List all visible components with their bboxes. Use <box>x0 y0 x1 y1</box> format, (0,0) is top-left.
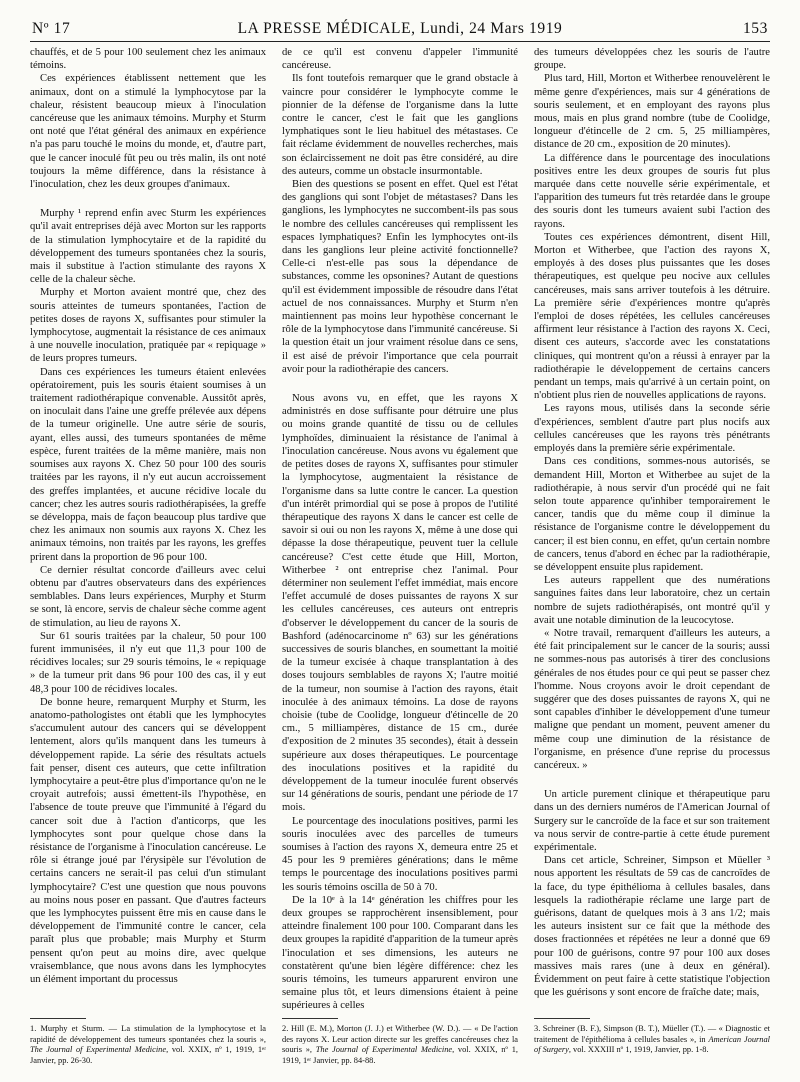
paragraph: De bonne heure, remarquent Murphy et Sturm, les anatomo-pathologistes ont établi que les lymphocytes s'accumulent autour des cancers qui se développent lentement, alors qu'ils manquent dans les tumeurs à développement rapide. La série des résultats actuels fait penser, disent ces auteurs, que cette infiltration lymphocytaire a peut-être plus d'importance qu'on ne le croyait autrefois; aussi émettent-ils l'hypothèse, en l'absence de toute preuve que l'immunité à l'égard du cancer soit due à l'action d'anticorps, que les lymphocytes sont pour quelque chose dans la résistance de l'organisme à l'inoculation cancéreuse. Le rôle si étrange joué par l'érysipèle sur l'évolution de certains cancers ne serait-il pas celui d'un stimulant lymphocytaire? C'est une question que nous pouvons au moins nous poser en passant. Que d'autres facteurs que les lymphocytes puissent être mis en cause dans le développement de l'immunité contre le cancer, cela paraît plus que probable; mais Murphy et Sturm pensent qu'on peut au moins dire, avec quelque vraisemblance, que nous avons dans les lymphocytes un élément important du processus <box>30 696 266 986</box>
footnote-journal: American Journal of Surgery <box>534 1034 770 1055</box>
footnote-authors: 1. Murphy et Sturm. <box>30 1024 105 1033</box>
paragraph: Toutes ces expériences démontrent, disent Hill, Morton et Witherbee, que l'action des rayons X, employés à des doses plus puissantes que les doses thérapeutiques, est quelque peu nocive aux cellules cancéreuses, mais sans arriver toutefois à les détruire. La première série d'expériences montre qu'après l'emploi de doses répétées, les cellules cancéreuses affirment leur résistance à l'action des rayons X. Ceci, disent ces auteurs, s'accorde avec les constatations cliniques, qui montrent qu'on a réussi à enrayer par la radiothérapie le développement de certains cancers pendant un temps, mais qu'arrivé à un certain point, on n'obtient plus rien de nouvelles applications de rayons. <box>534 231 770 402</box>
footnote-authors: 3. Schreiner (B. F.), Simpson (B. T.), Müeller (T.). <box>534 1024 706 1033</box>
paragraph: Dans cet article, Schreiner, Simpson et Müeller ³ nous apportent les résultats de 59 cas de cancroïdes de la face, du type épithélioma à cellules basales, dans lesquels la radiothérapie réclame une large part de guérisons, datant de quelques mois à 3 ans 1/2; mais les auteurs insistent sur ce fait que la méthode des doses fractionnées et répétées ne leur a donné que 69 pour 100 de guérisons, contre 97 pour 100 aux doses massives mais rares (une à deux en général). Évidemment on peut faire à cette statistique l'objection que les guérisons y sont encore de fraîche date; mais, <box>534 855 770 999</box>
paragraph: Ils font toutefois remarquer que le grand obstacle à vaincre pour considérer le lymphocyte comme le pionnier de la défense de l'organisme dans la lutte contre le cancer, c'est le fait que les ganglions lymphatiques sont le lieu habituel des métastases. Ce fait réclame évidemment de nouvelles recherches, mais son éclaircissement ne doit pas être considéré, au dire des auteurs, comme un obstacle insurmontable. <box>282 73 518 177</box>
paragraph: De la 10ᵉ à la 14ᵉ génération les chiffres pour les deux groupes se rapprochèrent insensiblement, pour atteindre finalement 100 pour 100. Comparant dans les deux groupes la rapidité d'apparition de la tumeur après l'inoculation et ses dimensions, les auteurs ne constatèrent qu'une bien légère différence: chez les souris témoins, les tumeurs apparurent environ une semaine plus tôt, et leurs dimensions étaient à peine supérieures à celles <box>282 894 518 1010</box>
footnote-ref: , vol. XXIX, nº 1, 1919, 1ᵉʳ Janvier, pp. 26-30. <box>30 1045 267 1065</box>
paragraph: Murphy et Morton avaient montré que, chez des souris atteintes de tumeurs spontanées, l'action de petites doses de rayons X, suffisantes pour stimuler la lymphocytose, augmentait la résistance de ces animaux à une nouvelle inoculation, pratiquée par « repiquage » de leurs propres tumeurs. <box>30 287 266 365</box>
page-number-right: 153 <box>742 20 768 37</box>
paragraph: Un article purement clinique et thérapeutique paru dans un des derniers numéros de l'American Journal of Surgery sur le cancroïde de la face et sur son traitement va nous servir de contre-partie à cette étude purement expérimentale. <box>534 789 770 853</box>
paragraph: chauffés, et de 5 pour 100 seulement chez les animaux témoins. <box>30 47 266 72</box>
paragraph: Sur 61 souris traitées par la chaleur, 50 pour 100 furent immunisées, il n'y eut que 11,3 pour 100 de récidives locales; sur 29 souris témoins, le « repiquage » de la tumeur prit dans 96 pour 100 des cas, il y eut 48,3 pour 100 de récidives locales. <box>30 630 266 695</box>
paragraph: Les rayons mous, utilisés dans la seconde série d'expériences, semblent d'autre part plus nocifs aux cellules cancéreuses que les rayons très pénétrants employés dans la première série expérimentale. <box>534 403 770 455</box>
footnote-ref: , vol. XXIX, nº 1, 1919, 1ᵉʳ Janvier, pp. 84-88. <box>282 1045 519 1065</box>
paragraph: « Notre travail, remarquent d'ailleurs les auteurs, a été fait principalement sur le cancer de la souris; aussi ne sommes-nous pas autorisés à tirer des conclusions générales de nos études pour ce qui peut se passer chez l'homme. Nous croyons avoir le droit cependant de suggérer que des doses puissantes de rayons X, qui ne sont capables d'inhiber le développement d'une tumeur maligne que pendant un moment, peuvent amener du même coup une diminution de la résistance de l'organisme, en présence d'une reprise du processus cancéreux. » <box>534 627 770 771</box>
footnote-rule-3 <box>534 1018 590 1019</box>
footnote-authors: 2. Hill (E. M.), Morton (J. J.) et Witherbee (W. D.). <box>282 1024 461 1033</box>
text-column-1 <box>30 46 266 1010</box>
paragraph: Murphy ¹ reprend enfin avec Sturm les expériences qu'il avait entreprises déjà avec Morton sur les rapports de la stimulation lymphocytaire et de la rapidité du développement des tumeurs spontanées chez la souris, mais il substitue à l'action stimulante des rayons X celle de la chaleur sèche. <box>30 208 266 286</box>
page-header <box>30 20 770 42</box>
paragraph: Le pourcentage des inoculations positives, parmi les souris inoculées avec des parcelles de tumeurs soumises à l'action des rayons X, demeura entre 25 et 45 pour les 9 premières générations; dans le même temps le pourcentage des inoculations positives parmi les souris témoins oscilla de 50 à 70. <box>282 815 518 893</box>
footnote-rule-1 <box>30 1018 86 1019</box>
footnote-body: — La stimulation de la lymphocytose et la rapidité de développement des tumeurs spontanées chez la souris », <box>30 1024 266 1044</box>
journal-title: LA PRESSE MÉDICALE, Lundi, 24 Mars 1919 <box>237 20 563 37</box>
footnote-1 <box>30 1024 266 1066</box>
footnote-rule-2 <box>282 1018 338 1019</box>
paragraph: Plus tard, Hill, Morton et Witherbee renouvelèrent le même genre d'expériences, mais sur 4 générations de souris seulement, et en employant des rayons plus mous, mais en plus grand nombre (tube de Coolidge, longueur d'étincelle de 2 cm. 5, 25 milliampères, distance de 20 cm., exposition de 20 minutes). <box>534 73 770 151</box>
paragraph: Ce dernier résultat concorde d'ailleurs avec celui obtenu par d'autres observateurs dans des expériences semblables. Dans leurs expériences, Murphy et Sturm se sont, là encore, servis de chaleur sèche comme agent de stimulation, au lieu de rayons X. <box>30 564 266 629</box>
paragraph: Dans ces conditions, sommes-nous autorisés, se demandent Hill, Morton et Witherbee au sujet de la radiothérapie, à nous servir d'un procédé qui ne fait selon toute apparence qu'inhiber temporairement le cancer, tandis que du même coup il diminue la résistance de l'organisme contre le développement du cancer; il est bien connu, en effet, qu'un certain nombre de cancers, tenus d'abord en échec par la radiothérapie, se développent ensuite plus rapidement. <box>534 456 770 573</box>
paragraph: Nous avons vu, en effet, que les rayons X administrés en dose suffisante pour détruire une plus ou moins grande quantité de tissu ou de cellules lymphoïdes, diminuaient la résistance de l'animal à l'inoculation cancéreuse. Nous avons vu également que de petites doses de rayons X, suffisantes pour stimuler la lymphocytose, augmentaient la résistance de l'organisme dans sa lutte contre le cancer. La question d'un intérêt primordial qui se pose à propos de l'utilité thérapeutique des rayons X dans le cancer est celle de savoir si oui ou non les rayons X, même à une dose qui dépasse la dose thérapeutique, peuvent tuer la cellule cancéreuse? C'est cette étude que Hill, Morton, Witherbee ² ont entreprise chez l'animal. Pour déterminer non seulement l'effet immédiat, mais encore l'effet accumulé de doses puissantes de rayons X sur les cellules cancéreuses, ces auteurs ont entrepris d'observer le développement du cancer de la souris de Bashford (adénocarcinome nº 63) sur les générations successives de souris blanches, en soumettant la moitié de la tumeur excisée à chaque transplantation à des doses toujours semblables de rayons X; l'autre moitié de la tumeur, non soumise à l'action des rayons, était inoculée à des animaux témoins. La dose de rayons choisie (tube de Coolidge, longueur d'étincelle de 20 cm., 5 milliampères, distance de 15 cm., durée d'exposition de 2 minutes 35 secondes), était à dessein supérieure aux doses thérapeutiques. Le pourcentage des inoculations positives et la rapidité du développement de la tumeur inoculée furent observés sur 14 générations de souris, pendant une période de 17 mois. <box>282 393 518 814</box>
footnote-journal: The Journal of Experimental Medicine <box>315 1045 453 1055</box>
paragraph: La différence dans le pourcentage des inoculations positives entre les deux groupes de souris fut plus marquée dans cette nouvelle série expérimentale, et l'apparition des tumeurs fut très retardée dans le groupe des souris dont les tumeurs avaient subi l'action des rayons. <box>534 152 770 230</box>
footnote-journal: The Journal of Experimental Medicine <box>30 1045 167 1055</box>
page-number-left: Nº 17 <box>32 20 71 37</box>
text-column-3 <box>534 46 770 1010</box>
header-rule <box>30 41 770 42</box>
paragraph: des tumeurs développées chez les souris de l'autre groupe. <box>534 47 770 72</box>
footnote-body: — « De l'action des rayons X. Leur action directe sur les greffes cancéreuses chez la souris », <box>282 1024 518 1055</box>
paragraph: Bien des questions se posent en effet. Quel est l'état des ganglions qui sont l'objet de métastases? Dans les ganglions, les lymphocytes ne succombent-ils pas sous le nombre des cellules cancéreuses qui remplissent les espaces lymphatiques? Enfin les lymphocytes ont-ils dans les ganglions leur pleine activité fonctionnelle? Celle-ci n'est-elle pas sous la dépendance de substances, comme les opsonines? Autant de questions qu'il est évidemment impossible de résoudre dans l'état actuel de nos connaissances. Murphy et Sturm n'en maintiennent pas moins leur hypothèse concernant le rôle de la lymphocytose dans l'immunité cancéreuse. Si la question était un jour vraiment résolue dans ce sens, il est aisé de prévoir l'importance que cela pourrait avoir pour la radiothérapie des cancers. <box>282 179 518 375</box>
paragraph: Ces expériences établissent nettement que les animaux, dont on a stimulé la lymphocytose par la chaleur, résistent beaucoup mieux à l'inoculation cancéreuse que les animaux témoins. Murphy et Sturm ont noté que l'état général des animaux en expérience n'a pas paru touché le moins du monde, et, d'autre part, que le cancer inoculé fût peu ou très malin, ils ont noté toujours la même différence, dans la résistance à l'inoculation, chez les deux groupes d'animaux. <box>30 73 266 191</box>
footnote-body: — « Diagnostic et traitement de l'épithélioma à cellules basales », in <box>534 1024 770 1044</box>
footnote-ref: , vol. XXXIII nº 1, 1919, Janvier, pp. 1-8. <box>568 1045 709 1055</box>
paragraph: Dans ces expériences les tumeurs étaient enlevées opératoirement, puis les souris étaient soumises à un traitement radiothérapique convenable. Aussitôt après, on inoculait dans l'aine une greffe prélevée aux dépens de la tumeur originelle. Une autre série de souris, ayant, elles aussi, des tumeurs spontanées de même espèce, furent traitées de la même manière, mais non soumises aux rayons X. Chez 50 pour 100 des souris traitées par les rayons, il n'y eut aucun accroissement des greffes implantées, et aucune récidive locale du cancer; chez les autres souris radiothérapisées, la greffe se développa, mais de façon beaucoup plus tardive que chez les animaux non soumis aux rayons X. Chez les animaux témoins, non traités par les rayons, les greffes prirent dans la proportion de 96 pour 100. <box>30 366 266 563</box>
paragraph: Les auteurs rappellent que des numérations sanguines faites dans leur laboratoire, chez un certain nombre de sujets radiothérapisés, ont montré qu'il y avait une notable diminution de la leucocytose. <box>534 575 770 626</box>
paragraph: de ce qu'il est convenu d'appeler l'immunité cancéreuse. <box>282 47 518 72</box>
text-column-2 <box>282 46 518 1010</box>
footnote-2 <box>282 1024 518 1066</box>
footnote-3 <box>534 1024 770 1056</box>
